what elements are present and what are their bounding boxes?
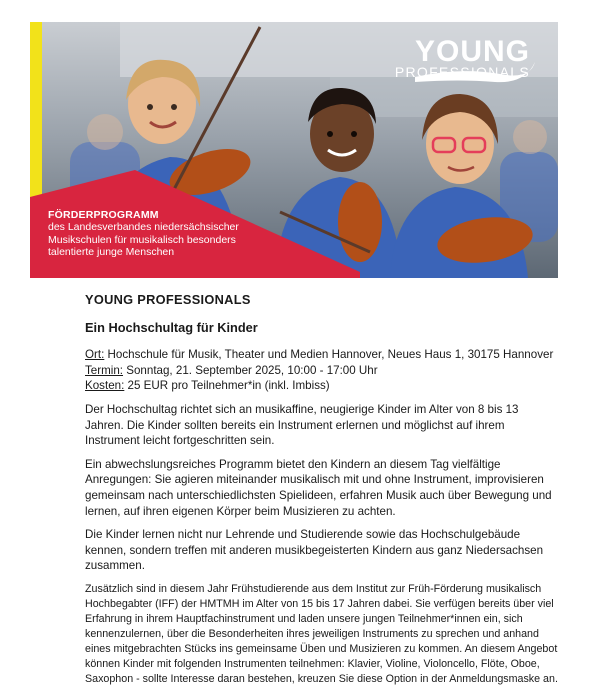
paragraph: Der Hochschultag richtet sich an musikaffine, neugierige Kinder im Alter von 8 bis 13 Jahren. Die Kinder sollten bereits ein Instrument erlernen und möglichst auf ihrem Instrument leicht fortgeschritten sein. (85, 402, 519, 448)
page-subtitle: Ein Hochschultag für Kinder (85, 319, 258, 335)
info-label: Kosten: (85, 379, 125, 393)
logo-line-1: YOUNG (414, 35, 530, 68)
banner-caption (48, 209, 239, 259)
program-title: FÖRDERPROGRAMM (48, 209, 159, 221)
young-professionals-logo (395, 37, 530, 79)
program-line: Musikschulen für musikalisch besonders (48, 233, 236, 246)
info-row-cost (85, 378, 560, 394)
info-value: Hochschule für Musik, Theater und Medien Hannover, Neues Haus 1, 30175 Hannover (104, 348, 554, 362)
info-value: Sonntag, 21. September 2025, 10:00 - 17:00 Uhr (123, 363, 378, 377)
paragraph: Ein abwechslungsreiches Programm bietet den Kindern an diesem Tag vielfältige Anregungen: Sie agieren miteinander musikalisch mit und ohne Instrument, improvisieren gemeinsam nach unterschiedlichsten Spielideen, erfahren Musik auch über Bewegung und lernen, auf ihren eigenen Körper beim Musizieren zu achten. (85, 457, 552, 518)
paragraph: Zusätzlich sind in diesem Jahr Frühstudierende aus dem Institut zur Früh-Förderung musikalisch Hochbegabter (IFF) der HMTMH im Alter von 15 bis 17 Jahren dabei. Sie verfügen bereits über viel Erfahrung in ihrem Hauptfachinstrument und laden unsere jungen Teilnehmer*innen ein, sich kennenzulernen, über die Besonderheiten ihres jeweiligen Instruments zu sprechen und anhand eines mitgebrachten Stücks ins gemeinsame Üben und Musizieren zu kommen. An diesem Angebot können Kinder mit folgenden Instrumenten teilnehmen: Klavier, Violine, Violoncello, Flöte, Oboe, Saxophon - sollte Interesse daran bestehen, kreuzen Sie diese Option in der Anmeldungsmaske an. (85, 582, 558, 685)
page-title: YOUNG PROFESSIONALS (85, 292, 251, 307)
logo-line-2: PROFESSIONALS (394, 64, 530, 80)
paragraph: Die Kinder lernen nicht nur Lehrende und Studierende sowie das Hochschulgebäude kennen, sondern treffen mit anderen musikbegeisterten Kindern aus ganz Niedersachsen zusammen. (85, 528, 544, 573)
yellow-stripe (30, 22, 42, 204)
info-label: Termin: (85, 363, 124, 377)
info-label: Ort: (85, 348, 105, 362)
info-row-location (85, 347, 560, 363)
program-line: talentierte junge Menschen (48, 246, 175, 259)
event-info (85, 347, 560, 394)
info-value: 25 EUR pro Teilnehmer*in (inkl. Imbiss) (124, 379, 330, 393)
program-line: des Landesverbandes niedersächsischer (48, 221, 239, 234)
info-row-date (85, 363, 560, 379)
header-banner (30, 22, 558, 278)
document-body (85, 292, 560, 695)
